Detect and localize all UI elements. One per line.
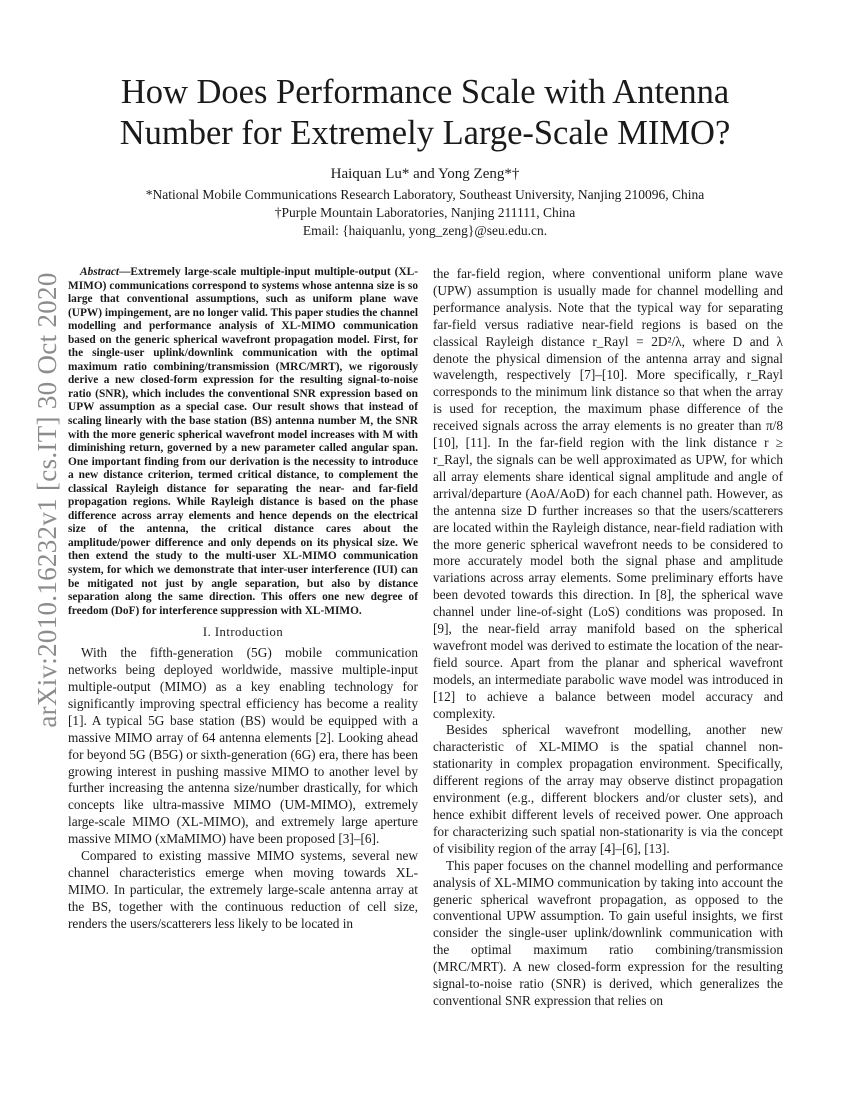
section-heading-introduction: I. Introduction: [202, 625, 284, 640]
intro-paragraph-5: This paper focuses on the channel modelling and performance analysis of XL-MIMO communication by taking into account the generic spherical wavefront propagation, as opposed to the conventional UPW assumption. To gain useful insights, we first consider the single-user uplink/downlink communication with the optimal maximum ratio combining/transmission (MRC/MRT). A new closed-form expression for the resulting signal-to-noise ratio (SNR) is derived, which generalizes the conventional SNR expression that relies on: [433, 857, 783, 1008]
intro-paragraph-3: the far-field region, where conventional uniform plane wave (UPW) assumption is usually made for channel modelling and performance analysis. Note that the typical way for separating far-field versus radiative near-field regions is based on the classical Rayleigh distance r_Rayl = 2D²/λ, where D and λ denote the physical dimension of the antenna array and signal wavelength, respectively [7]–[10]. More specifically, r_Rayl corresponds to the minimum link distance so that when the array is used for reception, the maximum phase difference of the received signals across the array elements is no greater than π/8 [10], [11]. In the far-field region with the link distance r ≥ r_Rayl, the signals can be well approximated as UPW, for which all array elements share identical signal amplitude and angle of arrival/departure (AoA/AoD) for each channel path. However, as the antenna size D further increases so that the users/scatterers are located within the Rayleigh distance, near-field radiation with the more generic spherical wavefront needs to be considered to more accurately model both the signal phase and amplitude variations across array elements. Some preliminary efforts have been devoted towards this direction. In [8], the spherical wave channel under line-of-sight (LoS) conditions was proposed. In [9], the near-field array manifold based on the spherical wavefront model was derived to estimate the location of the near-field source. Apart from the planar and spherical wavefront models, an intermediate parabolic wave model was introduced in [12] to achieve a balance between model accuracy and complexity.: [433, 266, 783, 721]
abstract: [68, 266, 418, 618]
right-column: [433, 266, 783, 1010]
intro-paragraph-1: With the fifth-generation (5G) mobile communication networks being deployed worldwide, massive multiple-input multiple-output (MIMO) as a key enabling technology for significantly improving spectral efficiency has become a reality [1]. A typical 5G base station (BS) would be equipped with a massive MIMO array of 64 antenna elements [2]. Looking ahead for beyond 5G (B5G) or sixth-generation (6G) era, there has been growing interest in pushing massive MIMO to another level by further increasing the antenna size/number drastically, for which concepts like ultra-massive MIMO (UM-MIMO), extremely large-scale MIMO (XL-MIMO), and extremely large aperture massive MIMO (xMaMIMO) have been proposed [3]–[6].: [68, 645, 418, 847]
affiliation-1: *National Mobile Communications Research Laboratory, Southeast University, Nanjing 210096, China: [145, 187, 705, 202]
abstract-label: Abstract: [80, 266, 120, 278]
affiliation-2: †Purple Mountain Laboratories, Nanjing 211111, China: [274, 205, 576, 220]
title-line-1: How Does Performance Scale with Antenna: [120, 73, 730, 111]
author-list: Haiquan Lu* and Yong Zeng*†: [330, 166, 520, 182]
left-column: [68, 266, 418, 933]
arxiv-identifier: arXiv:2010.16232v1 [cs.IT] 30 Oct 2020: [32, 272, 62, 728]
intro-paragraph-4: Besides spherical wavefront modelling, another new characteristic of XL-MIMO is the spatial channel non-stationarity in complex propagation environment. Specifically, different regions of the array may observe distinct propagation environment (e.g., different blockers and/or cluster sets), and hence exhibit different levels of received power. One approach for characterizing such spatial non-stationarity is via the concept of visibility region of the array [4]–[6], [13].: [433, 722, 783, 856]
intro-paragraph-2: Compared to existing massive MIMO systems, several new channel characteristics emerge when moving towards XL-MIMO. In particular, the extremely large-scale antenna array at the BS, together with the continuous reduction of cell size, renders the users/scatterers less likely to be located in: [68, 848, 418, 931]
abstract-text: —Extremely large-scale multiple-input multiple-output (XL-MIMO) communications correspond to systems whose antenna size is so large that conventional assumptions, such as uniform plane wave (UPW) impingement, are no longer valid. This paper studies the channel modelling and performance analysis of XL-MIMO communication based on the generic spherical wavefront propagation model. First, for the single-user uplink/downlink communication with the optimal maximum ratio combining/transmission (MRC/MRT), we rigorously derive a new closed-form expression for the resulting signal-to-noise ratio (SNR), which includes the conventional SNR expression based on UPW assumption as a special case. Our result shows that instead of scaling linearly with the base station (BS) antenna number M, the SNR with the more generic spherical wavefront model increases with M with diminishing return, governed by a new parameter called angular span. One important finding from our derivation is the necessity to introduce a new distance criterion, termed critical distance, to complement the classical Rayleigh distance for separating the near- and far-field propagation regions. While Rayleigh distance is based on the phase difference across array elements and hence depends on the electrical size of the antenna, the critical distance cares about the amplitude/power difference and only depends on its physical size. We then extend the study to the multi-user XL-MIMO communication system, for which we demonstrate that inter-user interference (IUI) can be mitigated not just by angle separation, but also by distance separation along the same direction. This offers one new degree of freedom (DoF) for interference suppression with XL-MIMO.: [68, 266, 418, 617]
title-line-2: Number for Extremely Large-Scale MIMO?: [119, 114, 731, 152]
paper-title: [60, 72, 790, 154]
author-email: Email: {haiquanlu, yong_zeng}@seu.edu.cn.: [302, 223, 548, 238]
